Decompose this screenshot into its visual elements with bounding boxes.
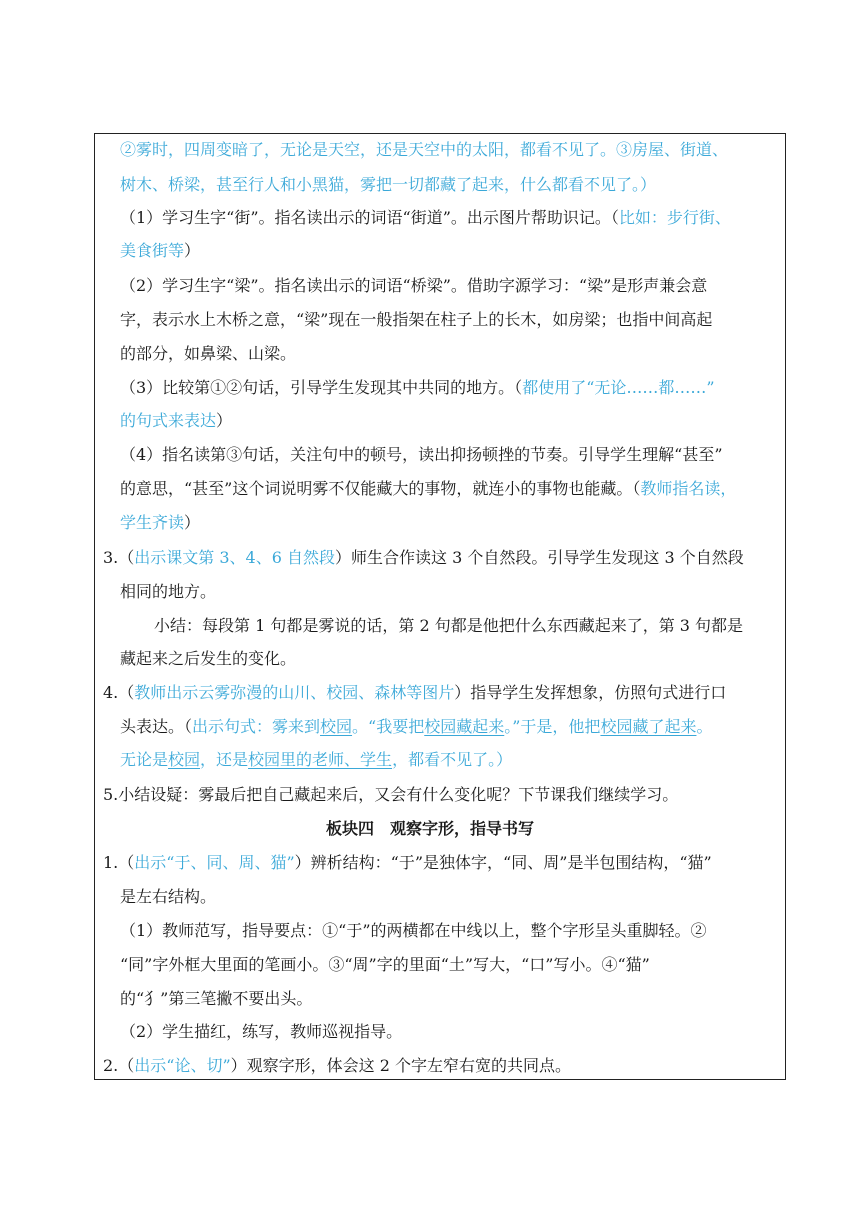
body-text: （1）学习生字“街”。指名读出示的词语“街道”。出示图片帮助识记。（ xyxy=(120,208,619,227)
section-heading xyxy=(326,819,534,839)
text-line xyxy=(120,241,200,261)
teacher-note-text: 无论是 xyxy=(120,750,169,769)
text-line xyxy=(120,479,736,499)
teacher-note-text: 都使用了“无论……都……” xyxy=(522,378,715,397)
body-text: 藏起来之后发生的变化。 xyxy=(120,649,297,668)
teacher-note-text: ，还是 xyxy=(200,750,249,769)
body-text: （2）学生描红，练写，教师巡视指导。 xyxy=(120,1022,403,1041)
text-line xyxy=(120,955,650,975)
text-line xyxy=(120,140,728,160)
body-text: ）辨析结构：“于”是独体字，“同、周”是半包围结构，“猫” xyxy=(294,853,712,872)
teacher-note-text: 出示“于、同、周、猫” xyxy=(134,853,295,872)
text-line xyxy=(120,378,715,398)
teacher-note-text: 树木、桥梁，甚至行人和小黑猫，雾把一切都藏了起来，什么都看不见了。） xyxy=(120,175,657,194)
text-line xyxy=(120,750,512,770)
teacher-note-text: 出示课文第 3、4、6 自然段 xyxy=(134,548,335,567)
text-line xyxy=(103,1056,571,1076)
text-line xyxy=(120,649,296,669)
body-text: 头表达。（ xyxy=(120,717,193,736)
teacher-note-text: 校园里的老师、学生 xyxy=(248,750,393,769)
text-line xyxy=(120,310,712,330)
text-line xyxy=(103,853,712,873)
body-text: 小结：每段第 1 句都是雾说的话，第 2 句都是他把什么东西藏起来了，第 3 句都是 xyxy=(154,616,744,635)
teacher-note-text: 。 xyxy=(696,717,713,736)
teacher-note-text: 出示句式：雾来到 xyxy=(192,717,321,736)
text-line xyxy=(120,513,200,533)
body-text: ） xyxy=(216,411,233,430)
teacher-note-text: 学生齐读 xyxy=(120,513,185,532)
teacher-note-text: 校园藏起来 xyxy=(424,717,505,736)
teacher-note-text: 校园 xyxy=(168,750,201,769)
teacher-note-text: ②雾时，四周变暗了，无论是天空，还是天空中的太阳，都看不见了。③房屋、街道、 xyxy=(120,140,729,159)
body-text: （4）指名读第③句话，关注句中的顿号，读出抑扬顿挫的节奏。引导学生理解“甚至” xyxy=(120,445,723,464)
body-text: 的意思，“甚至”这个词说明雾不仅能藏大的事物，就连小的事物也能藏。（ xyxy=(120,479,641,498)
text-line xyxy=(154,616,743,636)
body-text: 板块四 观察字形，指导书写 xyxy=(326,819,535,838)
body-text: ） xyxy=(184,513,201,532)
body-text: 的部分，如鼻梁、山梁。 xyxy=(120,344,297,363)
teacher-note-text: 比如：步行街、 xyxy=(618,208,731,227)
text-line xyxy=(120,276,707,296)
teacher-note-text: 。“我要把 xyxy=(352,717,425,736)
teacher-note-text: 美食街等 xyxy=(120,241,185,260)
body-text: 3.（ xyxy=(103,548,135,567)
text-line xyxy=(120,208,731,228)
text-line xyxy=(103,683,726,703)
body-text: （1）教师范写，指导要点：①“于”的两横都在中线以上，整个字形呈头重脚轻。② xyxy=(120,921,707,940)
body-text: “同”字外框大里面的笔画小。③“周”字的里面“土”写大，“口”写小。④“猫” xyxy=(120,955,650,974)
text-line xyxy=(120,175,656,195)
body-text: ）师生合作读这 3 个自然段。引导学生发现这 3 个自然段 xyxy=(335,548,744,567)
body-text: （2）学习生字“梁”。指名读出示的词语“桥梁”。借助字源学习：“梁”是形声兼会意 xyxy=(120,276,708,295)
text-line xyxy=(120,921,707,941)
teacher-note-text: 。”于是，他把 xyxy=(504,717,601,736)
teacher-note-text: 的句式来表达 xyxy=(120,411,217,430)
teacher-note-text: 校园 xyxy=(320,717,353,736)
body-text: （3）比较第①②句话，引导学生发现其中共同的地方。（ xyxy=(120,378,523,397)
teacher-note-text: 教师出示云雾弥漫的山川、校园、森林等图片 xyxy=(134,683,455,702)
text-line xyxy=(120,411,232,431)
text-line xyxy=(120,582,216,602)
text-line xyxy=(120,344,296,364)
text-line xyxy=(103,548,744,568)
body-text: 4.（ xyxy=(103,683,135,702)
teacher-note-text: 出示“论、切” xyxy=(134,1056,231,1075)
text-line xyxy=(120,1022,402,1042)
teacher-note-text: 校园藏了起来 xyxy=(600,717,697,736)
text-line xyxy=(120,989,312,1009)
body-text: 是左右结构。 xyxy=(120,887,217,906)
body-text: ）指导学生发挥想象，仿照句式进行口 xyxy=(454,683,727,702)
text-line xyxy=(103,785,678,805)
text-line xyxy=(120,445,723,465)
body-text: 字，表示水上木桥之意，“梁”现在一般指架在柱子上的长木，如房梁；也指中间高起 xyxy=(120,310,713,329)
body-text: 5.小结设疑：雾最后把自己藏起来后，又会有什么变化呢？下节课我们继续学习。 xyxy=(103,785,679,804)
body-text: ）观察字形，体会这 2 个字左窄右宽的共同点。 xyxy=(230,1056,572,1075)
body-text: 2.（ xyxy=(103,1056,135,1075)
body-text: 相同的地方。 xyxy=(120,582,217,601)
body-text: 的“犭”第三笔撇不要出头。 xyxy=(120,989,313,1008)
body-text: ） xyxy=(184,241,201,260)
text-line xyxy=(120,717,712,737)
teacher-note-text: ，都看不见了。） xyxy=(392,750,513,769)
text-line xyxy=(120,887,216,907)
teacher-note-text: 教师指名读， xyxy=(640,479,737,498)
body-text: 1.（ xyxy=(103,853,135,872)
